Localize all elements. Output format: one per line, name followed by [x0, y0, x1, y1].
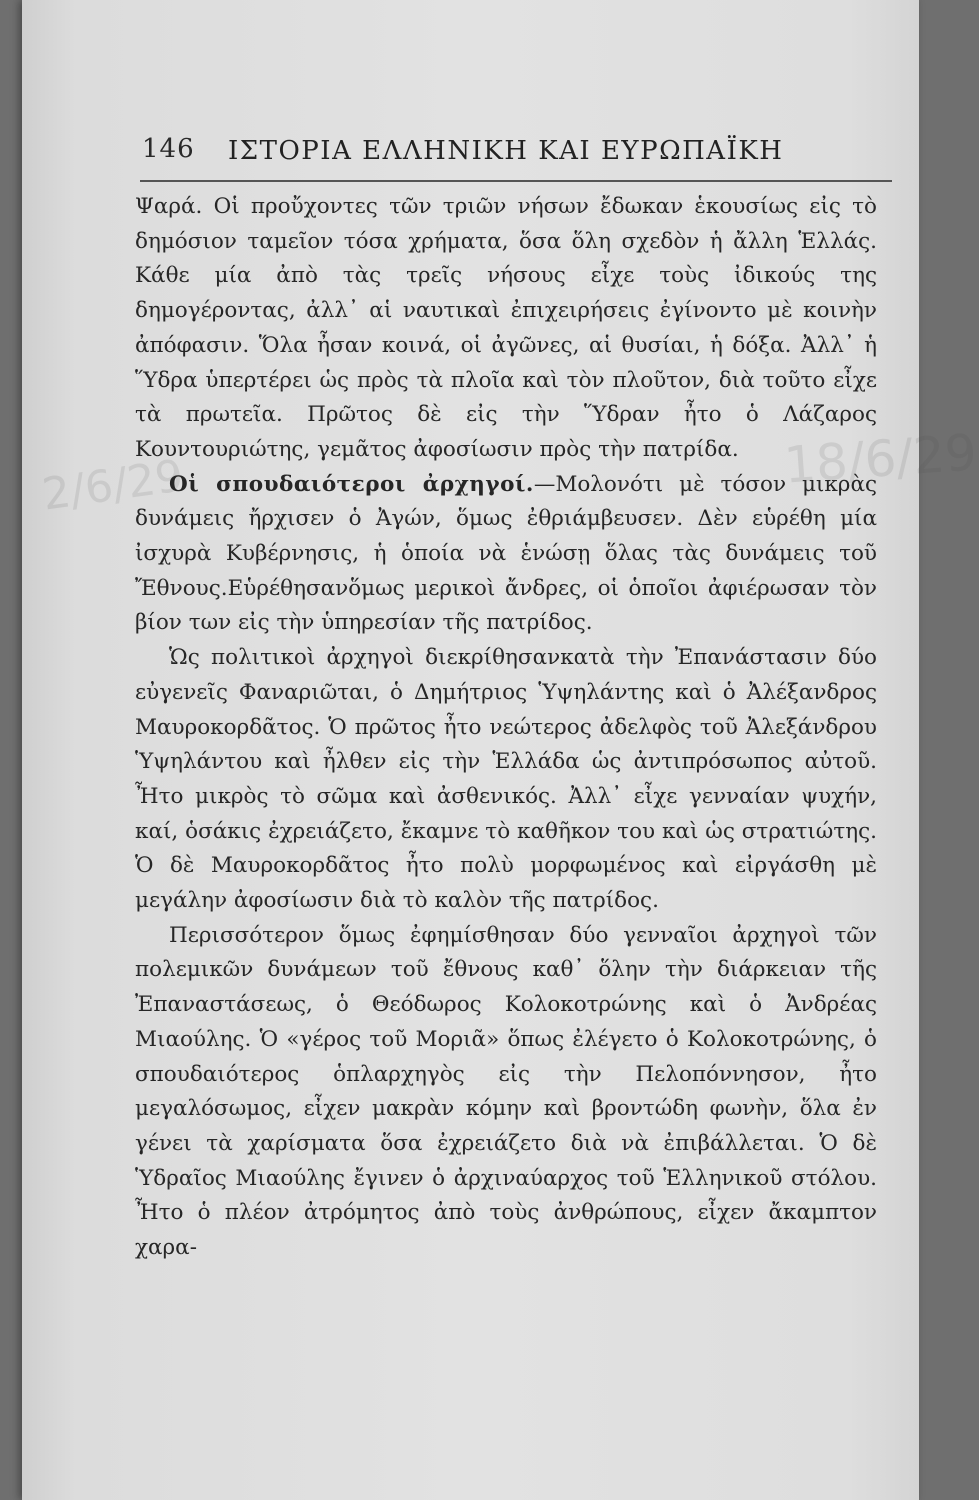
running-title: ΙΣΤΟΡΙΑ ΕΛΛΗΝΙΚΗ ΚΑΙ ΕΥΡΩΠΑΪΚΗ	[228, 136, 784, 166]
paragraph-3: Ὡς πολιτικοὶ ἀρχηγοὶ διεκρίθησανκατὰ τὴν Ἐπανάστασιν δύο εὐγενεῖς Φαναριῶται, ὁ Δημήτριος Ὑψηλάντης καὶ ὁ Ἀλέξανδρος Μαυροκορδᾶτος. Ὁ πρῶτος ἦτο νεώτερος ἀδελφὸς τοῦ Ἀλεξάνδρου Ὑψηλάντου καὶ ἦλθεν εἰς τὴν Ἑλλάδα ὡς ἀντιπρόσωπος αὐτοῦ. Ἦτο μικρὸς τὸ σῶμα καὶ ἀσθενικός. Ἀλλ᾽ εἶχε γενναίαν ψυχήν, καί, ὁσάκις ἐχρειάζετο, ἔκαμνε τὸ καθῆκον του καὶ ὡς στρατιώτης. Ὁ δὲ Μαυροκορδᾶτος ἦτο πολὺ μορφωμένος καὶ εἰργάσθη μὲ μεγάλην ἀφοσίωσιν διὰ τὸ καλὸν τῆς πατρίδος.	[135, 645, 877, 914]
paragraph-1: Ψαρά. Οἱ προὔχοντες τῶν τριῶν νήσων ἔδωκαν ἑκουσίως εἰς τὸ δημόσιον ταμεῖον τόσα χρήματα, ὅσα ὅλη σχεδὸν ἡ ἄλλη Ἑλλάς. Κάθε μία ἀπὸ τὰς τρεῖς νήσους εἶχε τοὺς ἰδικούς της δημογέροντας, ἀλλ᾽ αἱ ναυτικαὶ ἐπιχειρήσεις ἐγίνοντο μὲ κοινὴν ἀπόφασιν. Ὅλα ἦσαν κοινά, οἱ ἀγῶνες, αἱ θυσίαι, ἡ δόξα. Ἀλλ᾽ ἡ Ὕδρα ὑπερτέρει ὡς πρὸς τὰ πλοῖα καὶ τὸν πλοῦτον, διὰ τοῦτο εἶχε τὰ πρωτεῖα. Πρῶτος δὲ εἰς τὴν Ὕδραν ἦτο ὁ Λάζαρος Κουντουριώτης, γεμᾶτος ἀφοσίωσιν πρὸς τὴν πατρίδα.	[135, 194, 877, 462]
header-rule	[140, 180, 892, 182]
page-number: 146	[142, 134, 195, 164]
handwritten-mark-left: 2/6/29	[39, 450, 187, 521]
paragraph-2	[135, 468, 877, 642]
page-header	[140, 130, 892, 180]
paragraph-2-text: —Μολονότι μὲ τόσον μικρὰς δυνάμεις ἤρχισεν ὁ Ἀγών, ὅμως ἐθριάμβευσεν. Δὲν εὑρέθη μία ἰσχυρὰ Κυβέρνησις, ἡ ὁποία νὰ ἑνώσῃ ὅλας τὰς δυνάμεις τοῦ Ἔθνους.Εὑρέθησανὅμως μερικοὶ ἄνδρες, οἱ ὁποῖοι ἀφιέρωσαν τὸν βίον των εἰς τὴν ὑπηρεσίαν τῆς πατρίδος.	[135, 471, 877, 636]
body-text	[135, 190, 877, 1266]
paragraph-4: Περισσότερον ὅμως ἐφημίσθησαν δύο γενναῖοι ἀρχηγοὶ τῶν πολεμικῶν δυνάμεων τοῦ ἔθνους καθ᾽ ὅλην τὴν διάρκειαν τῆς Ἐπαναστάσεως, ὁ Θεόδωρος Κολοκοτρώνης καὶ ὁ Ἀνδρέας Μιαούλης. Ὁ «γέρος τοῦ Μοριᾶ» ὅπως ἐλέγετο ὁ Κολοκοτρώνης, ὁ σπουδαιότερος ὁπλαρχηγὸς εἰς τὴν Πελοπόννησον, ἦτο μεγαλόσωμος, εἶχεν μακρὰν κόμην καὶ βροντώδη φωνὴν, ὅλα ἐν γένει τὰ χαρίσματα ὅσα ἐχρειάζετο διὰ νὰ ἐπιβάλλεται. Ὁ δὲ Ὑδραῖος Μιαούλης ἔγινεν ὁ ἀρχιναύαρχος τοῦ Ἑλληνικοῦ στόλου. Ἦτο ὁ πλέον ἀτρόμητος ἀπὸ τοὺς ἀνθρώπους, εἶχεν ἄκαμπτον χαρα-	[135, 922, 877, 1261]
section-heading: Οἱ σπουδαιότεροι ἀρχηγοί.	[169, 471, 534, 497]
book-page	[22, 0, 979, 1500]
handwritten-mark-right: 18/6/29	[782, 423, 979, 495]
